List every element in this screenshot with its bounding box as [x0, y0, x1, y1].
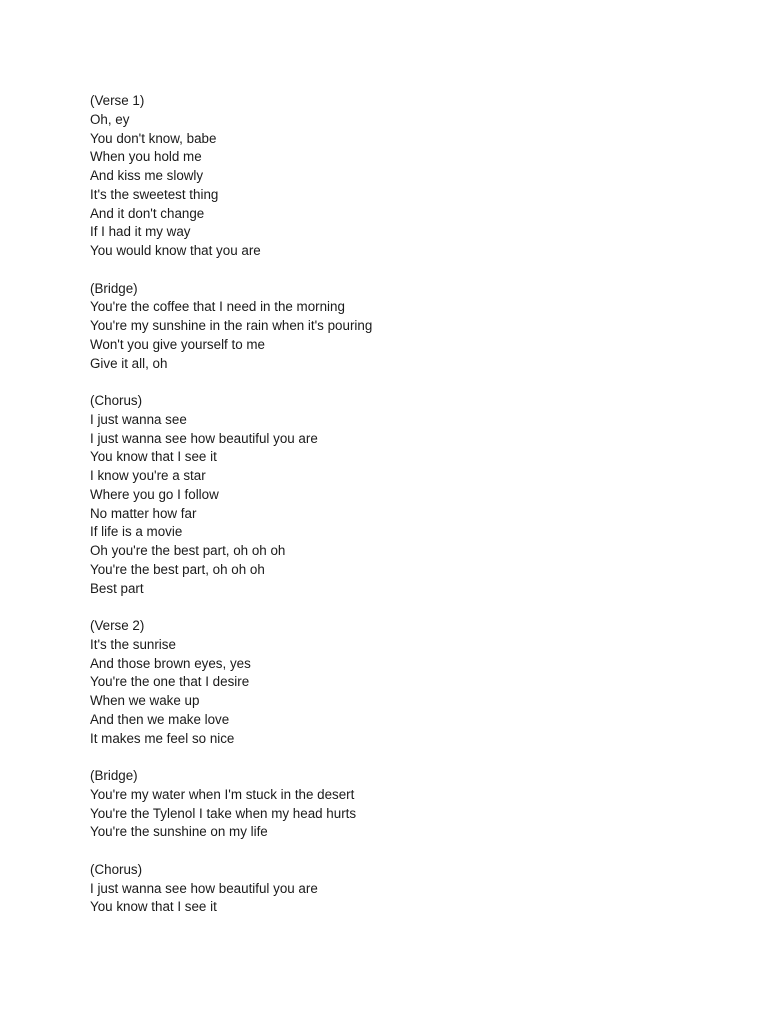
lyrics-section — [90, 767, 690, 842]
lyric-line: You're the coffee that I need in the morning — [90, 299, 345, 315]
lyric-line: I know you're a star — [90, 468, 206, 483]
lyric-line: It's the sweetest thing — [90, 186, 219, 202]
section-label: (Verse 1) — [90, 93, 145, 108]
lyric-line: Oh you're the best part, oh oh oh — [90, 543, 286, 558]
lyrics-body — [90, 92, 690, 936]
lyric-line: Best part — [90, 580, 144, 596]
lyric-line: You know that I see it — [90, 449, 217, 465]
lyric-line: If life is a movie — [90, 524, 183, 540]
lyric-line: Oh, ey — [90, 111, 130, 127]
lyric-line: And then we make love — [90, 711, 230, 727]
lyric-line: When we wake up — [90, 693, 200, 708]
lyric-line: Give it all, oh — [90, 355, 168, 371]
lyric-line: You're the best part, oh oh oh — [90, 561, 265, 577]
section-label: (Chorus) — [90, 861, 143, 877]
lyric-line: Where you go I follow — [90, 486, 219, 502]
section-label: (Bridge) — [90, 768, 138, 783]
lyric-line: And kiss me slowly — [90, 168, 204, 183]
lyric-line: Won't you give yourself to me — [90, 336, 265, 352]
lyric-line: It's the sunrise — [90, 636, 176, 652]
lyric-line: You would know that you are — [90, 243, 261, 258]
lyric-line: When you hold me — [90, 149, 202, 165]
lyric-line: If I had it my way — [90, 224, 191, 240]
section-label: (Bridge) — [90, 280, 138, 296]
lyric-line: You're my sunshine in the rain when it's pouring — [90, 318, 373, 333]
lyrics-section — [90, 92, 690, 261]
lyric-line: You don't know, babe — [90, 130, 217, 146]
lyric-line: No matter how far — [90, 505, 197, 521]
lyric-line: I just wanna see how beautiful you are — [90, 880, 318, 896]
lyric-line: And it don't change — [90, 205, 205, 221]
lyrics-section — [90, 617, 690, 748]
lyrics-section — [90, 280, 690, 374]
lyric-line: You're the one that I desire — [90, 674, 250, 690]
lyric-line: It makes me feel so nice — [90, 730, 235, 746]
lyric-line: You know that I see it — [90, 899, 217, 915]
lyrics-section — [90, 861, 690, 917]
lyric-line: I just wanna see how beautiful you are — [90, 430, 318, 446]
section-label: (Verse 2) — [90, 618, 145, 633]
lyric-line: I just wanna see — [90, 411, 187, 427]
lyric-line: You're the Tylenol I take when my head hurts — [90, 805, 357, 821]
lyrics-section — [90, 392, 690, 598]
section-label: (Chorus) — [90, 393, 143, 408]
lyric-line: You're my water when I'm stuck in the desert — [90, 786, 355, 802]
lyric-line: And those brown eyes, yes — [90, 655, 251, 671]
lyric-line: You're the sunshine on my life — [90, 824, 268, 840]
